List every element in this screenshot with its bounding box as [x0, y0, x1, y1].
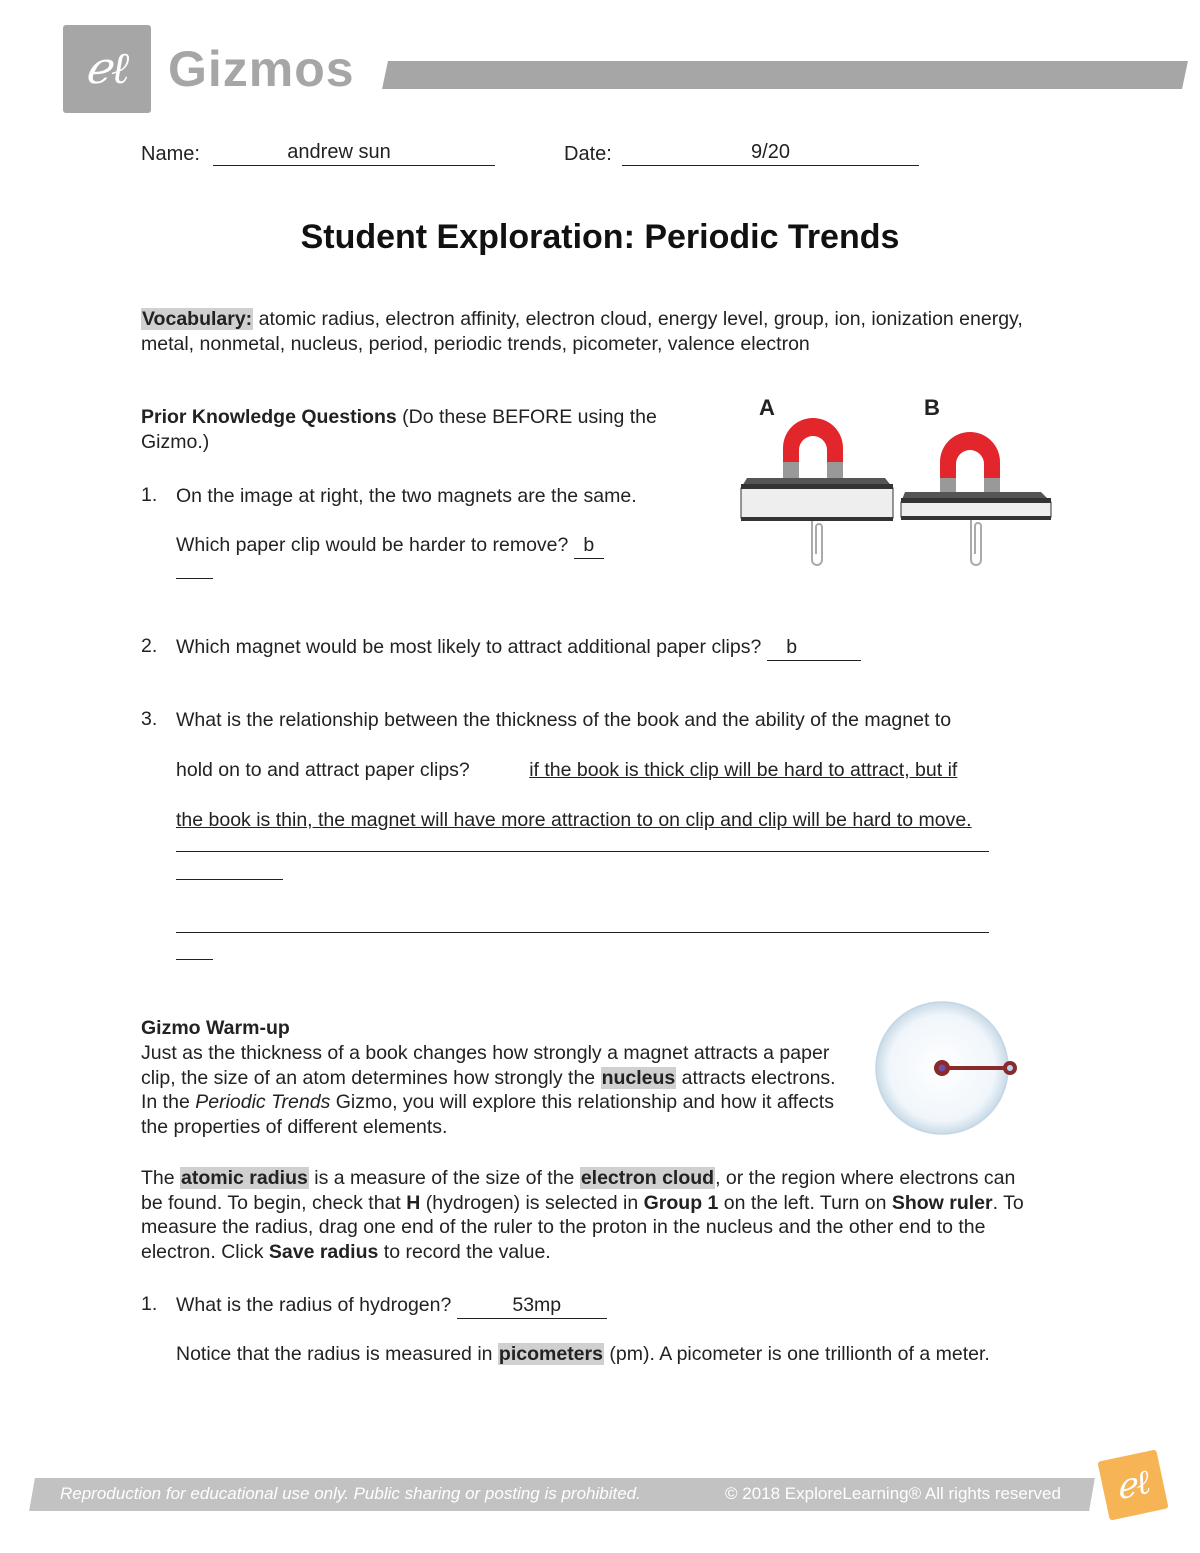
- prior-heading-note: (Do these BEFORE using the Gizmo.): [141, 406, 657, 453]
- picometer-note: [176, 1342, 1036, 1367]
- proton-dot: [939, 1065, 946, 1072]
- magnet-a: [741, 418, 893, 565]
- warmup-q1-number: 1.: [141, 1293, 158, 1315]
- warmup-p2-text: on the left. Turn on: [718, 1191, 892, 1214]
- warmup-q1: [176, 1293, 607, 1319]
- atom-figure: [870, 1000, 1030, 1140]
- warmup-p2-text: (hydrogen) is selected in: [420, 1191, 644, 1214]
- prior-q2-number: 2.: [141, 635, 158, 657]
- term-electron-cloud: electron cloud: [580, 1167, 715, 1189]
- warmup-p1-text: attracts electrons. In the: [141, 1066, 836, 1113]
- prior-q2-answer[interactable]: [767, 635, 861, 661]
- footer-copyright: © 2018 ExploreLearning® All rights reserved: [725, 1484, 1061, 1503]
- prior-q2: [176, 635, 861, 661]
- term-save-radius: Save radius: [268, 1240, 379, 1263]
- warmup-p1-text: Just as the thickness of a book changes how strongly a magnet attracts a paper clip, the size of an atom determines how strongly the: [141, 1042, 830, 1089]
- prior-knowledge-heading: [141, 405, 701, 454]
- prior-heading-text: Prior Knowledge Questions: [141, 406, 397, 428]
- magnet-b: [901, 432, 1051, 565]
- prior-q1-number: 1.: [141, 484, 158, 506]
- electron-dot: [1007, 1065, 1013, 1071]
- footer-logo: [1097, 1449, 1168, 1520]
- prior-q3-answer-2[interactable]: the book is thin, the magnet will have more attraction to on clip and clip will be hard to move.: [176, 809, 972, 831]
- magnet-label-b: B: [924, 395, 940, 420]
- warmup-p2-text: is a measure of the size of the: [308, 1167, 580, 1189]
- vocabulary-text: atomic radius, electron affinity, electron cloud, energy level, group, ion, ionization energy, metal, nonmetal, nucleus, period, periodic trends, picometer, valence electron: [141, 308, 1023, 355]
- name-value: andrew sun: [287, 141, 391, 163]
- warmup-p2-text: The: [141, 1167, 181, 1189]
- prior-q3-text2: hold on to and attract paper clips?: [176, 759, 470, 781]
- note-text: (pm). A picometer is one trillionth of a meter.: [603, 1343, 990, 1365]
- brand-name: Gizmos: [168, 41, 355, 97]
- answer-line: [176, 578, 213, 579]
- warmup-p1-text: Gizmo, you will explore this relationship and how it affects the properties of different elements.: [141, 1091, 834, 1138]
- date-field[interactable]: [622, 141, 919, 166]
- warmup-heading: Gizmo Warm-up: [141, 1017, 290, 1039]
- gizmo-name: Periodic Trends: [195, 1091, 331, 1113]
- vocabulary: [141, 307, 1061, 356]
- warmup-q1-answer-text: 53mp: [512, 1294, 562, 1316]
- prior-q3-number: 3.: [141, 708, 158, 730]
- warmup-q1-answer[interactable]: [457, 1293, 607, 1319]
- warmup-p2-text: . To measure the radius, drag one end of the ruler to the proton in the nucleus and the other end to the electron. Click: [141, 1191, 1024, 1263]
- vocabulary-label: Vocabulary:: [142, 308, 253, 330]
- prior-q1-sub-text: Which paper clip would be harder to remove?: [176, 534, 569, 556]
- answer-line: [176, 851, 989, 852]
- term-group-1: Group 1: [643, 1191, 719, 1214]
- header-bar: [382, 61, 1188, 89]
- logo: [63, 25, 151, 113]
- footer-disclaimer: Reproduction for educational use only. Public sharing or posting is prohibited.: [60, 1484, 641, 1503]
- magnet-label-a: A: [759, 395, 775, 420]
- answer-line: [176, 959, 213, 960]
- date-label: Date:: [564, 143, 612, 165]
- prior-q1-sub: [176, 533, 604, 559]
- warmup-p2-text: to record the value.: [378, 1240, 551, 1263]
- magnets-figure: [735, 392, 1055, 572]
- note-text: Notice that the radius is measured in: [176, 1343, 498, 1365]
- warmup-paragraph-2: [141, 1166, 1041, 1264]
- date-value: 9/20: [751, 141, 790, 163]
- prior-q1-text: On the image at right, the two magnets are the same.: [176, 485, 637, 507]
- prior-q3-answer-1[interactable]: if the book is thick clip will be hard to attract, but if: [529, 759, 958, 781]
- prior-q3-line2: [176, 758, 957, 783]
- answer-line: [176, 879, 283, 880]
- name-label: Name:: [141, 143, 200, 165]
- warmup-paragraph-1: [141, 1041, 851, 1139]
- prior-q1-answer[interactable]: b: [574, 533, 604, 559]
- prior-q2-text: Which magnet would be most likely to attract additional paper clips?: [176, 636, 762, 658]
- logo-glyph: ℯℓ: [84, 43, 130, 94]
- term-nucleus: nucleus: [601, 1066, 676, 1089]
- prior-q3-text: What is the relationship between the thickness of the book and the ability of the magnet to: [176, 709, 952, 731]
- warmup-q1-text: What is the radius of hydrogen?: [176, 1294, 452, 1316]
- term-picometers: picometers: [498, 1343, 603, 1365]
- prior-q2-answer-text: b: [786, 636, 798, 658]
- footer-logo-glyph: ℯℓ: [1112, 1461, 1154, 1509]
- warmup-p2-text: , or the region where electrons can be found. To begin, check that: [141, 1167, 1016, 1214]
- answer-line: [176, 932, 989, 933]
- name-field[interactable]: [213, 141, 495, 166]
- term-atomic-radius: atomic radius: [181, 1167, 308, 1189]
- term-h: H: [406, 1191, 421, 1214]
- page-title: Student Exploration: Periodic Trends: [300, 218, 900, 256]
- term-show-ruler: Show ruler: [891, 1191, 993, 1214]
